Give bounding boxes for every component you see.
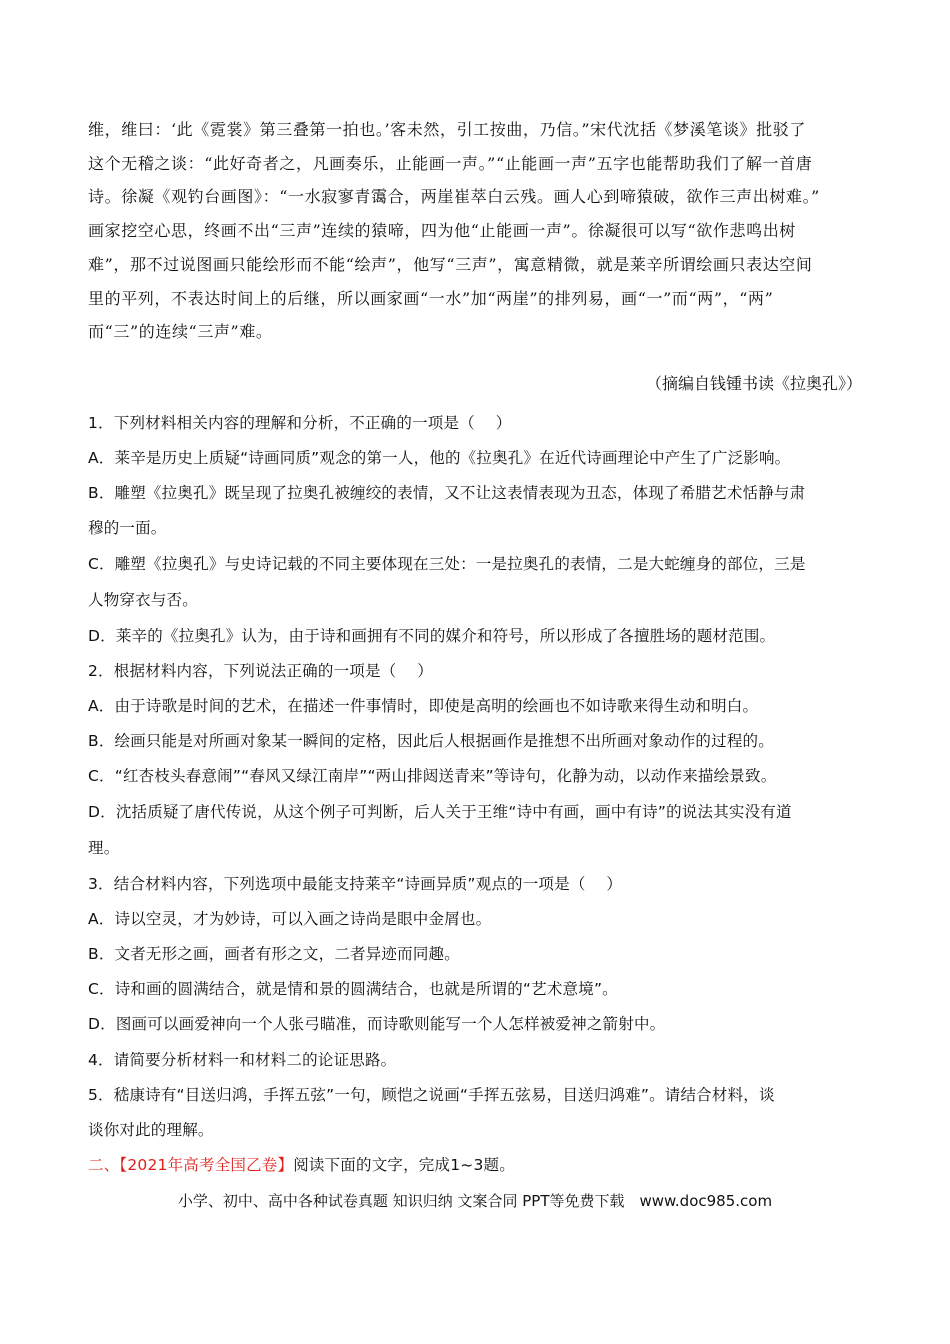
passage-line: 而“三”的连续“三声”难。 bbox=[88, 322, 273, 342]
passage-source: （摘编自钱锺书读《拉奥孔》） bbox=[645, 374, 862, 393]
section-heading-label: 二、【2021年高考全国乙卷】 bbox=[88, 1156, 294, 1174]
passage-line: 维，维曰：‘此《霓裳》第三叠第一拍也。’客未然，引工按曲，乃信。”宋代沈括《梦溪笔谈》批驳了 bbox=[88, 120, 806, 139]
section-heading bbox=[88, 1153, 868, 1175]
question-3-stem: 3．结合材料内容，下列选项中最能支持莱辛“诗画异质”观点的一项是（ ） bbox=[88, 875, 623, 893]
question-5: 5．嵇康诗有“目送归鸿，手挥五弦”一句，顾恺之说画“手挥五弦易，目送归鸿难”。请结合材料，谈 bbox=[88, 1086, 775, 1104]
question-1-option-c: C．雕塑《拉奥孔》与史诗记载的不同主要体现在三处：一是拉奥孔的表情，二是大蛇缠身的部位，三是 bbox=[88, 555, 806, 573]
page-footer: 小学、初中、高中各种试卷真题 知识归纳 文案合同 PPT等免费下载 www.doc985.com bbox=[177, 1192, 773, 1210]
passage-line: 里的平列，不表达时间上的后继，所以画家画“一水”加“两崖”的排列易，画“一”而“两”，“两” bbox=[88, 288, 774, 308]
question-2-stem: 2．根据材料内容，下列说法正确的一项是（ ） bbox=[88, 662, 433, 680]
question-4: 4．请简要分析材料一和材料二的论证思路。 bbox=[88, 1051, 397, 1069]
passage-line: 诗。徐凝《观钓台画图》：“一水寂寥青霭合，两崖崔萃白云残。画人心到啼猿破，欲作三声出树难。” bbox=[88, 187, 820, 207]
question-3-option-d: D．图画可以画爱神向一个人张弓瞄准，而诗歌则能写一个人怎样被爱神之箭射中。 bbox=[88, 1015, 666, 1033]
question-3-option-c: C．诗和画的圆满结合，就是情和景的圆满结合，也就是所谓的“艺术意境”。 bbox=[88, 980, 618, 998]
question-2-option-d: D．沈括质疑了唐代传说，从这个例子可判断，后人关于王维“诗中有画，画中有诗”的说法其实没有道 bbox=[88, 803, 792, 821]
question-1-option-d: D．莱辛的《拉奥孔》认为，由于诗和画拥有不同的媒介和符号，所以形成了各擅胜场的题材范围。 bbox=[88, 627, 776, 645]
section-heading-instruction: 阅读下面的文字，完成1~3题。 bbox=[293, 1156, 515, 1174]
question-2-option-a: A．由于诗歌是时间的艺术，在描述一件事情时，即使是高明的绘画也不如诗歌来得生动和明白。 bbox=[88, 697, 759, 715]
question-1-option-b: B．雕塑《拉奥孔》既呈现了拉奥孔被缠绞的表情，又不让这表情表现为丑态，体现了希腊艺术恬静与肃 bbox=[88, 484, 806, 502]
question-2-option-b: B．绘画只能是对所画对象某一瞬间的定格，因此后人根据画作是推想不出所画对象动作的过程的。 bbox=[88, 732, 774, 750]
question-1-option-c-cont: 人物穿衣与否。 bbox=[88, 591, 198, 609]
question-1-option-a: A．莱辛是历史上质疑“诗画同质”观念的第一人，他的《拉奥孔》在近代诗画理论中产生了广泛影响。 bbox=[88, 449, 791, 467]
question-1-option-b-cont: 穆的一面。 bbox=[88, 519, 167, 537]
question-1-stem: 1．下列材料相关内容的理解和分析，不正确的一项是（ ） bbox=[88, 414, 512, 432]
passage-line: 这个无稽之谈：“此好奇者之，凡画奏乐，止能画一声。”“止能画一声”五字也能帮助我们了解一首唐 bbox=[88, 153, 813, 173]
passage-line: 难”，那不过说图画只能绘形而不能“绘声”，他写“三声”，寓意精微，就是莱辛所谓绘画只表达空间 bbox=[88, 254, 813, 274]
passage-text bbox=[88, 113, 868, 349]
question-5-cont: 谈你对此的理解。 bbox=[88, 1121, 214, 1139]
passage-line: 画家挖空心思，终画不出“三声”连续的猿啼，四为他“止能画一声”。徐凝很可以写“欲作悲鸣出树 bbox=[88, 221, 796, 241]
question-3-option-a: A．诗以空灵，才为妙诗，可以入画之诗尚是眼中金屑也。 bbox=[88, 910, 492, 928]
question-3-option-b: B．文者无形之画，画者有形之文，二者异迹而同趣。 bbox=[88, 945, 460, 963]
question-2-option-d-cont: 理。 bbox=[88, 839, 120, 857]
question-2-option-c: C．“红杏枝头春意闹”“春风又绿江南岸”“两山排闼送青来”等诗句，化静为动，以动作来描绘景致。 bbox=[88, 767, 777, 785]
